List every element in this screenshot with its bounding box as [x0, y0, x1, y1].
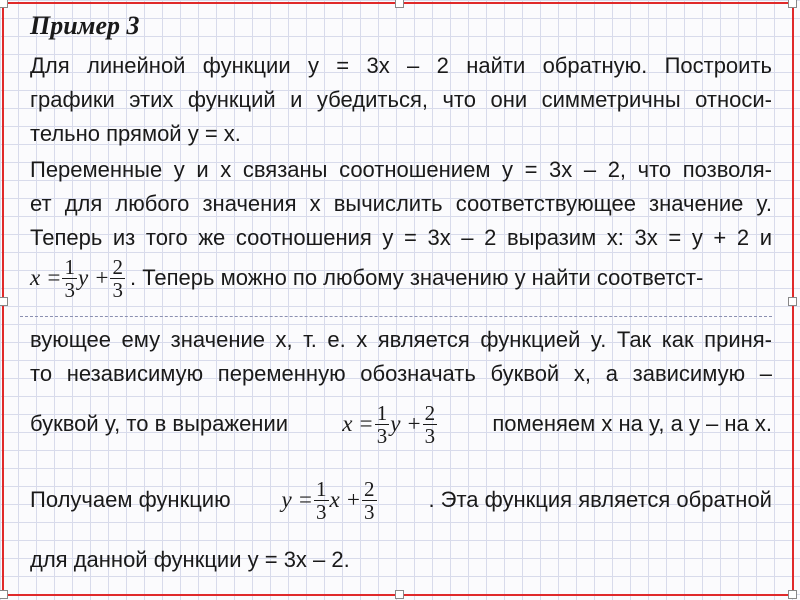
- fraction: $\frac{1}{3}$: [64, 254, 75, 302]
- text-line-8: вующее ему значение x, т. е. x является функцией y. Так как приня-: [30, 327, 772, 352]
- formula-x-expression: [30, 256, 126, 301]
- fraction: $\frac{2}{3}$: [424, 400, 436, 448]
- text-line-1: Для линейной функции y = 3x – 2 найти обратную. Построить: [30, 53, 772, 78]
- resize-handle-top[interactable]: [395, 0, 404, 8]
- text-line-10-post: поменяем x на y, а y – на x.: [492, 411, 772, 436]
- formula-x-expression: x = $\frac{1}{3}$ y + $\frac{2}{3}$: [342, 400, 436, 448]
- fraction: $\frac{1}{3}$: [316, 476, 327, 524]
- text-line-9: то независимую переменную обозначать буквой x, а зависимую –: [30, 361, 772, 386]
- text-line-4: Переменные y и x связаны соотношением y = 3x – 2, что позволя-: [30, 157, 772, 182]
- formula-inverse-function: y = $\frac{1}{3}$ x + $\frac{2}{3}$: [281, 476, 375, 524]
- example-title: Пример 3: [30, 11, 140, 40]
- text-line-10-pre: буквой y, то в выражении: [30, 411, 289, 436]
- text-line-7: [30, 248, 772, 308]
- text-line-7-rest: . Теперь можно по любому значению y найти соответст-: [129, 265, 704, 290]
- fraction: $\frac{2}{3}$: [364, 476, 375, 524]
- text-line-6: Теперь из того же соотношения y = 3x – 2 выразим x: 3x = y + 2 и: [30, 225, 772, 250]
- text-line-11: [30, 470, 772, 530]
- formula-lhs: x =: [30, 265, 62, 290]
- resize-handle-top-right[interactable]: [788, 0, 797, 8]
- text-line-2: графики этих функций и убедиться, что они симметричны относи-: [30, 87, 772, 112]
- resize-handle-left[interactable]: [0, 297, 8, 306]
- text-line-12: для данной функции y = 3x – 2.: [30, 547, 350, 572]
- resize-handle-bottom-left[interactable]: [0, 590, 8, 599]
- text-line-5: ет для любого значения x вычислить соответствующее значение y.: [30, 191, 772, 216]
- formula-middle: y +: [77, 265, 110, 290]
- text-line-3: тельно прямой y = x.: [30, 121, 241, 146]
- resize-handle-bottom-right[interactable]: [788, 590, 797, 599]
- page-separator: [20, 316, 772, 317]
- resize-handle-bottom[interactable]: [395, 590, 404, 599]
- resize-handle-right[interactable]: [788, 297, 797, 306]
- resize-handle-top-left[interactable]: [0, 0, 8, 8]
- fraction: $\frac{1}{3}$: [376, 400, 388, 448]
- fraction: $\frac{2}{3}$: [112, 254, 123, 302]
- text-line-10: [30, 394, 772, 454]
- text-line-11-post: . Эта функция является обратной: [428, 487, 772, 512]
- text-line-11-pre: Получаем функцию: [30, 487, 231, 512]
